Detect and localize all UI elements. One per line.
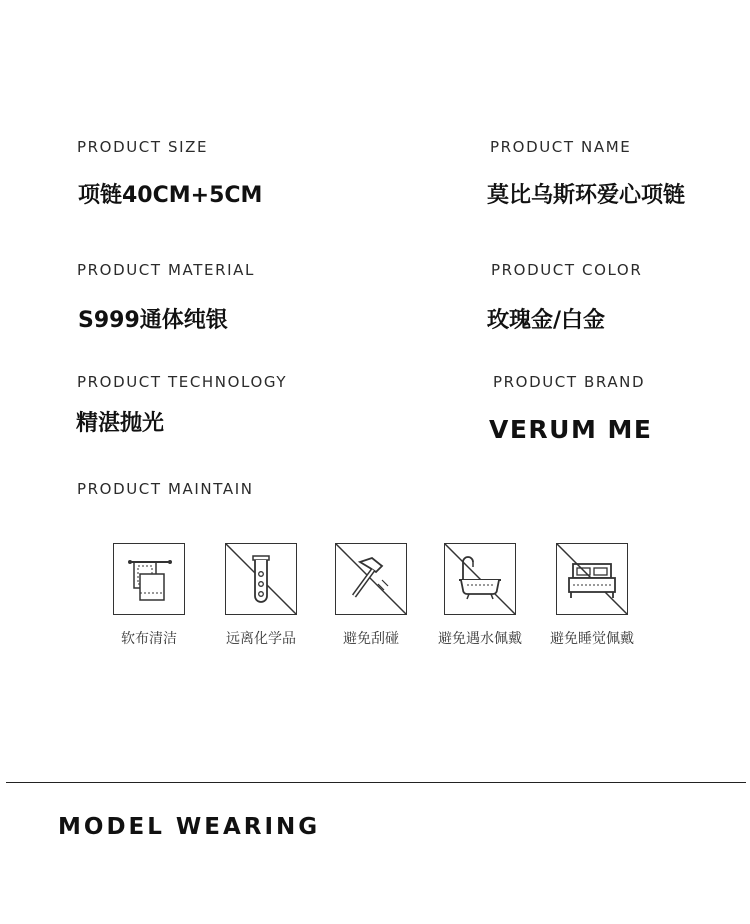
care-caption: 远离化学品 (226, 631, 296, 647)
product-color-label: PRODUCT COLOR (491, 261, 643, 279)
care-caption: 避免刮碰 (343, 631, 399, 647)
product-brand-label: PRODUCT BRAND (493, 373, 646, 391)
care-item-no-bump (316, 543, 426, 648)
product-material-label: PRODUCT MATERIAL (77, 261, 255, 279)
care-item-soft-cloth (94, 543, 204, 648)
model-wearing-title: MODEL WEARING (58, 814, 321, 840)
product-maintain-label: PRODUCT MAINTAIN (77, 480, 254, 498)
towel-icon (113, 543, 185, 615)
product-size-value: 项链40CM+5CM (78, 183, 263, 208)
product-brand-value: VERUM ME (489, 415, 653, 444)
product-size-label: PRODUCT SIZE (77, 138, 209, 156)
care-caption: 避免睡觉佩戴 (550, 631, 634, 647)
product-technology-value: 精湛抛光 (76, 411, 165, 436)
product-name-value: 莫比乌斯环爱心项链 (487, 183, 686, 208)
product-material-value: S999通体纯银 (78, 308, 228, 333)
care-caption: 避免遇水佩戴 (438, 631, 522, 647)
product-color-value: 玫瑰金/白金 (487, 308, 606, 333)
care-item-no-sleep (537, 543, 647, 648)
care-item-no-chemical (206, 543, 316, 648)
care-caption: 软布清洁 (121, 631, 177, 647)
section-divider (6, 782, 746, 783)
no-hammer-icon (335, 543, 407, 615)
product-technology-label: PRODUCT TECHNOLOGY (77, 373, 288, 391)
product-name-label: PRODUCT NAME (490, 138, 632, 156)
no-bed-icon (556, 543, 628, 615)
no-chemical-icon (225, 543, 297, 615)
care-item-no-water (425, 543, 535, 648)
no-bath-icon (444, 543, 516, 615)
